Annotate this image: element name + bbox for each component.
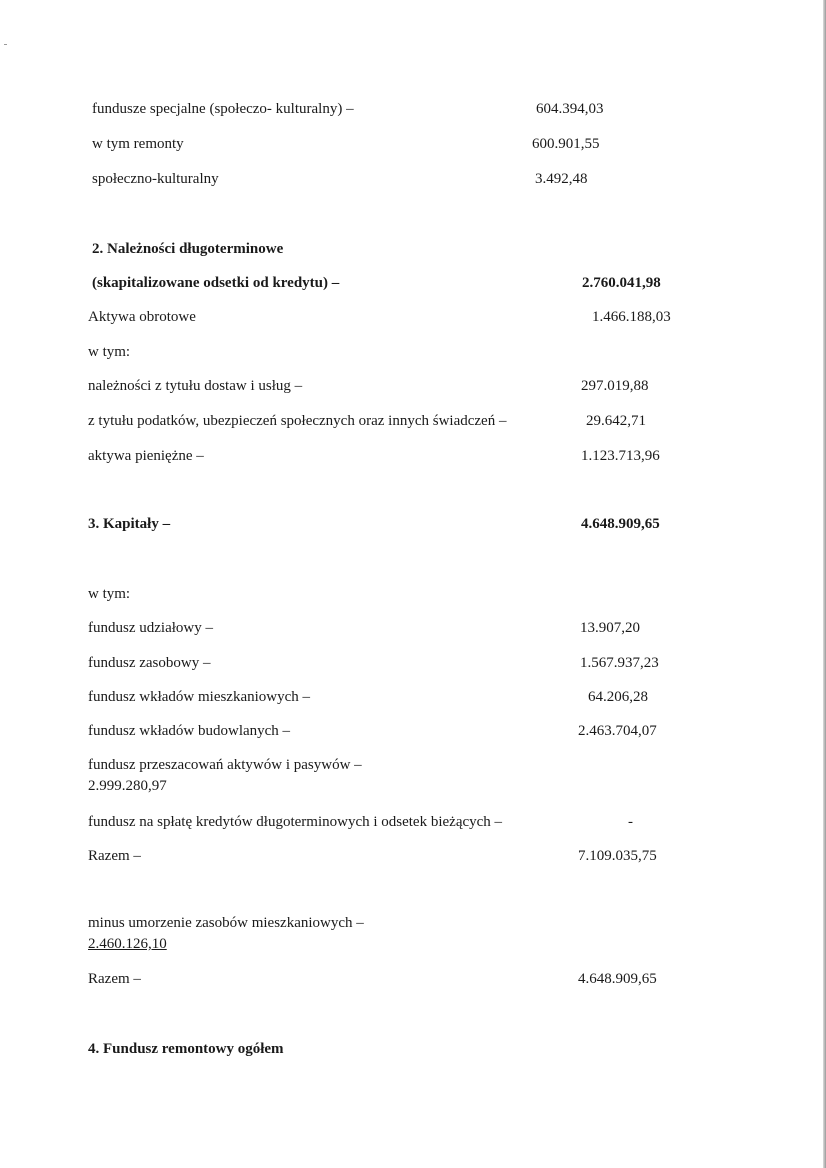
building-contrib-row (88, 720, 728, 742)
total1-label: Razem – (88, 848, 141, 864)
section3-heading (88, 513, 728, 535)
revaluation-label: fundusz przeszacowań aktywów i pasywów – (88, 757, 362, 773)
capitalized-interest-value: 2.760.041,98 (582, 275, 661, 291)
cash-assets-row (88, 445, 728, 467)
tax-receivables-label: z tytułu podatków, ubezpieczeń społecznych oraz innych świadczeń – (88, 413, 507, 429)
receivables-label: należności z tytułu dostaw i usług – (88, 378, 303, 394)
housing-contrib-value: 64.206,28 (588, 689, 648, 705)
social-cultural-label: społeczno-kulturalny (92, 171, 219, 187)
section2-in-which-row (88, 341, 728, 363)
special-funds-value: 604.394,03 (536, 101, 604, 117)
building-contrib-value: 2.463.704,07 (578, 723, 657, 739)
scan-speck (4, 44, 7, 45)
section2-heading-text: 2. Należności długoterminowe (92, 241, 284, 257)
section2-in-which: w tym: (88, 344, 131, 360)
cash-assets-label: aktywa pieniężne – (88, 448, 204, 464)
current-assets-label: Aktywa obrotowe (88, 309, 196, 325)
current-assets-row (88, 306, 728, 328)
loan-fund-value: - (628, 814, 633, 830)
tax-receivables-row (88, 410, 728, 432)
cash-assets-value: 1.123.713,96 (581, 448, 660, 464)
special-funds-label: fundusze specjalne (społeczo- kulturalny) – (92, 101, 354, 117)
share-fund-row (88, 617, 728, 639)
repairs-value: 600.901,55 (532, 136, 600, 152)
share-fund-label: fundusz udziałowy – (88, 620, 213, 636)
repairs-label: w tym remonty (92, 136, 184, 152)
reserve-fund-row (88, 652, 728, 674)
reserve-fund-value: 1.567.937,23 (580, 655, 659, 671)
section3-in-which-row (88, 583, 728, 605)
section3-heading-text: 3. Kapitały – (88, 516, 171, 532)
current-assets-value: 1.466.188,03 (592, 309, 671, 325)
revaluation-value: 2.999.280,97 (88, 778, 167, 794)
total1-value: 7.109.035,75 (578, 848, 657, 864)
housing-contrib-row (88, 686, 728, 708)
building-contrib-label: fundusz wkładów budowlanych – (88, 723, 291, 739)
special-funds-row (92, 98, 732, 120)
social-cultural-row (92, 168, 732, 190)
reserve-fund-label: fundusz zasobowy – (88, 655, 211, 671)
depreciation-block (88, 913, 428, 955)
section4-heading (88, 1038, 728, 1060)
receivables-value: 297.019,88 (581, 378, 649, 394)
share-fund-value: 13.907,20 (580, 620, 640, 636)
receivables-row (88, 375, 728, 397)
section2-heading (92, 238, 732, 260)
total1-row (88, 845, 728, 867)
loan-fund-row (88, 811, 728, 833)
section3-in-which: w tym: (88, 586, 131, 602)
depreciation-label: minus umorzenie zasobów mieszkaniowych – (88, 915, 364, 931)
total2-label: Razem – (88, 971, 141, 987)
total2-row (88, 968, 728, 990)
repairs-row (92, 133, 732, 155)
total2-value: 4.648.909,65 (578, 971, 657, 987)
loan-fund-label: fundusz na spłatę kredytów długoterminowych i odsetek bieżących – (88, 814, 503, 830)
depreciation-value: 2.460.126,10 (88, 936, 167, 952)
capitalized-interest-label: (skapitalizowane odsetki od kredytu) – (92, 275, 340, 291)
capitalized-interest-row (92, 272, 732, 294)
revaluation-block (88, 755, 428, 797)
section3-heading-value: 4.648.909,65 (581, 516, 660, 532)
section4-heading-text: 4. Fundusz remontowy ogółem (88, 1041, 284, 1057)
social-cultural-value: 3.492,48 (535, 171, 588, 187)
housing-contrib-label: fundusz wkładów mieszkaniowych – (88, 689, 311, 705)
tax-receivables-value: 29.642,71 (586, 413, 646, 429)
